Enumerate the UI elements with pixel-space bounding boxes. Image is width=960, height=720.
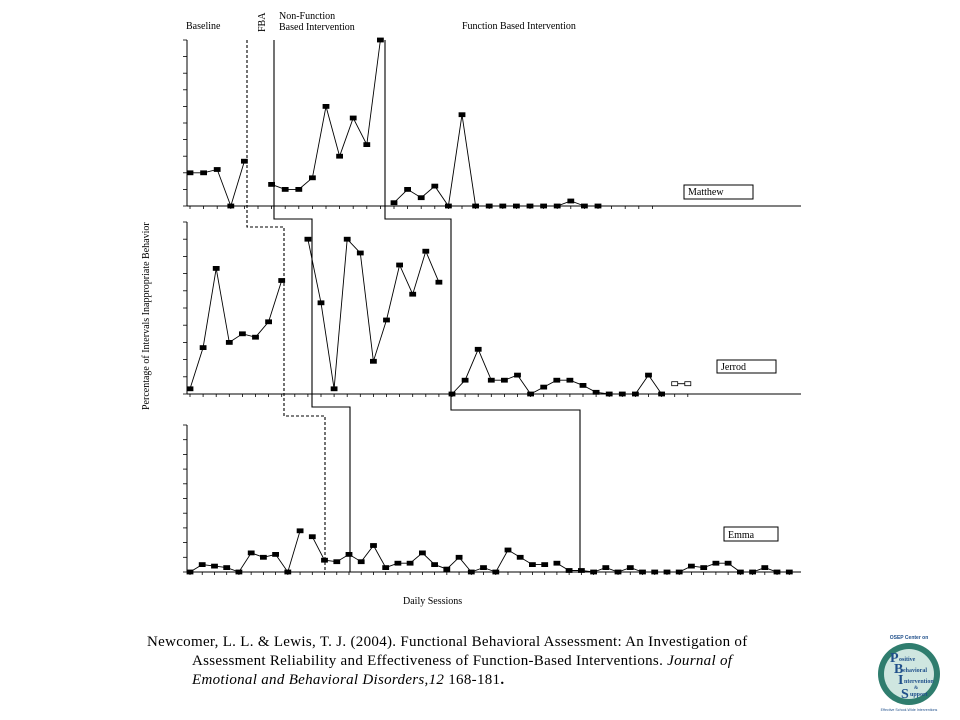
- data-point-matthew: [473, 204, 479, 208]
- data-point-matthew: [527, 204, 533, 208]
- data-point-emma: [468, 570, 474, 574]
- data-point-matthew: [513, 204, 519, 208]
- data-point-jerrod: [646, 373, 652, 377]
- data-point-emma: [725, 561, 731, 565]
- data-point-jerrod: [436, 280, 442, 284]
- data-point-emma: [383, 566, 389, 570]
- data-point-jerrod: [331, 387, 337, 391]
- data-point-emma: [334, 560, 340, 564]
- function-phase-line: [385, 40, 580, 572]
- data-point-matthew: [445, 204, 451, 208]
- phase-label-function: Function Based Intervention: [462, 21, 576, 32]
- data-point-jerrod: [528, 392, 534, 396]
- data-point-emma: [640, 570, 646, 574]
- data-point-matthew: [377, 38, 383, 42]
- data-point-jerrod: [593, 390, 599, 394]
- data-point-emma: [444, 567, 450, 571]
- series-line-jerrod: [452, 349, 662, 394]
- series-line-emma: [190, 531, 300, 572]
- data-point-matthew: [228, 204, 234, 208]
- data-point-matthew: [418, 196, 424, 200]
- data-point-jerrod: [659, 392, 665, 396]
- logo-word-support: upport: [910, 692, 928, 698]
- phase-label-fba: FBA: [257, 12, 268, 32]
- data-point-jerrod: [200, 346, 206, 350]
- data-point-matthew: [241, 159, 247, 163]
- series-line-jerrod: [190, 268, 282, 388]
- data-point-jerrod: [554, 378, 560, 382]
- logo-bottom-text: Effective School-Wide Interventions: [880, 708, 938, 712]
- logo-letter-s: S: [901, 687, 909, 702]
- data-point-emma: [358, 560, 364, 564]
- logo-word-behavioral: ehavioral: [903, 668, 927, 674]
- citation-pages: 168-181: [444, 672, 501, 688]
- data-point-emma: [297, 529, 303, 533]
- data-point-matthew: [201, 171, 207, 175]
- logo-top-text: OSEP Center on: [889, 635, 929, 641]
- data-point-emma: [762, 566, 768, 570]
- citation-end: .: [500, 672, 505, 688]
- citation-line-2-text: Assessment Reliability and Effectiveness of Function-Based Interventions.: [192, 653, 668, 669]
- data-point-matthew: [296, 187, 302, 191]
- data-point-jerrod: [357, 251, 363, 255]
- panel-name-box-emma: [724, 527, 778, 541]
- data-point-emma: [481, 566, 487, 570]
- data-point-emma: [517, 555, 523, 559]
- series-line-matthew: [272, 40, 381, 189]
- data-point-emma: [701, 566, 707, 570]
- logo-word-positive: ositive: [899, 657, 916, 663]
- x-axis-label: Daily Sessions: [403, 596, 463, 607]
- data-point-emma: [664, 570, 670, 574]
- data-point-emma: [554, 561, 560, 565]
- data-point-matthew: [500, 204, 506, 208]
- data-point-jerrod: [384, 318, 390, 322]
- y-axis-label: Percentage of Intervals Inappropriate Behavior: [141, 222, 152, 410]
- data-point-emma: [750, 570, 756, 574]
- data-point-emma: [578, 569, 584, 573]
- citation-line-2: [147, 652, 787, 671]
- data-point-emma: [603, 566, 609, 570]
- data-point-jerrod: [619, 392, 625, 396]
- data-point-matthew: [337, 154, 343, 158]
- phase-label-nonfunction-line1: Non-Function: [279, 11, 336, 22]
- data-point-matthew: [581, 204, 587, 208]
- data-point-matthew: [554, 204, 560, 208]
- data-point-jerrod: [501, 378, 507, 382]
- data-point-jerrod: [187, 387, 193, 391]
- data-point-jerrod: [266, 320, 272, 324]
- panel-name-emma: Emma: [728, 530, 755, 541]
- phase-label-nonfunction-line2: Based Intervention: [279, 22, 355, 33]
- series-line-jerrod: [308, 239, 439, 389]
- data-point-emma: [493, 570, 499, 574]
- data-point-emma: [542, 563, 548, 567]
- data-point-matthew: [350, 116, 356, 120]
- data-point-emma: [591, 570, 597, 574]
- panel-name-box-jerrod: [717, 360, 776, 373]
- data-point-matthew: [432, 184, 438, 188]
- data-point-emma: [615, 570, 621, 574]
- data-point-matthew: [364, 143, 370, 147]
- data-point-jerrod: [397, 263, 403, 267]
- data-point-matthew: [309, 176, 315, 180]
- data-point-emma: [322, 558, 328, 562]
- phase-label-baseline: Baseline: [186, 21, 221, 32]
- data-point-jerrod: [213, 266, 219, 270]
- citation-journal-1: Journal of: [667, 653, 733, 669]
- data-point-jerrod: [632, 392, 638, 396]
- data-point-emma: [187, 570, 193, 574]
- panel-name-jerrod: Jerrod: [721, 362, 746, 373]
- data-point-matthew: [187, 171, 193, 175]
- data-point-emma: [774, 570, 780, 574]
- data-point-jerrod: [672, 382, 678, 386]
- data-point-emma: [260, 555, 266, 559]
- logo-letter-i: I: [898, 673, 904, 688]
- data-point-jerrod: [318, 301, 324, 305]
- data-point-emma: [676, 570, 682, 574]
- data-point-jerrod: [344, 237, 350, 241]
- data-point-jerrod: [567, 378, 573, 382]
- phase-change-lines: [247, 40, 580, 572]
- pbis-logo-icon: [868, 632, 950, 714]
- data-point-matthew: [541, 204, 547, 208]
- data-point-jerrod: [410, 292, 416, 296]
- panel-name-box-matthew: [684, 185, 753, 199]
- data-point-emma: [566, 569, 572, 573]
- data-point-jerrod: [449, 392, 455, 396]
- logo-letter-b: B: [894, 662, 904, 677]
- data-point-emma: [346, 552, 352, 556]
- citation-journal-2: Emotional and Behavioral Disorders,12: [192, 672, 445, 688]
- data-point-matthew: [282, 187, 288, 191]
- data-point-emma: [407, 561, 413, 565]
- data-point-emma: [737, 570, 743, 574]
- data-point-emma: [371, 544, 377, 548]
- data-point-emma: [212, 564, 218, 568]
- data-point-emma: [456, 555, 462, 559]
- data-point-emma: [395, 561, 401, 565]
- data-point-jerrod: [423, 249, 429, 253]
- data-point-jerrod: [606, 392, 612, 396]
- panel-name-matthew: Matthew: [688, 187, 724, 198]
- data-point-matthew: [595, 204, 601, 208]
- data-point-jerrod: [541, 385, 547, 389]
- logo-ampersand: &: [914, 686, 919, 691]
- data-point-emma: [236, 570, 242, 574]
- citation: [147, 633, 787, 690]
- data-point-jerrod: [580, 383, 586, 387]
- data-point-matthew: [459, 113, 465, 117]
- logo-word-intervention: ntervention: [904, 679, 934, 685]
- data-point-emma: [786, 570, 792, 574]
- data-point-emma: [505, 548, 511, 552]
- data-point-emma: [224, 566, 230, 570]
- logo-letter-p: P: [890, 651, 899, 666]
- series-line-matthew: [394, 115, 584, 206]
- data-point-emma: [713, 561, 719, 565]
- data-point-matthew: [391, 201, 397, 205]
- citation-line-1: Newcomer, L. L. & Lewis, T. J. (2004). Functional Behavioral Assessment: An Investigation of: [147, 634, 748, 650]
- fba-dashed-phase-line: [247, 40, 325, 572]
- data-point-jerrod: [279, 279, 285, 283]
- data-point-emma: [199, 563, 205, 567]
- data-point-jerrod: [305, 237, 311, 241]
- nonfunction-phase-line: [274, 40, 350, 572]
- data-point-emma: [652, 570, 658, 574]
- data-point-matthew: [214, 168, 220, 172]
- data-point-emma: [248, 551, 254, 555]
- data-point-jerrod: [685, 382, 691, 386]
- data-point-jerrod: [475, 347, 481, 351]
- data-point-emma: [627, 566, 633, 570]
- data-point-emma: [309, 535, 315, 539]
- data-point-jerrod: [515, 373, 521, 377]
- data-point-matthew: [568, 199, 574, 203]
- data-point-emma: [688, 564, 694, 568]
- citation-line-3: [147, 671, 787, 690]
- data-point-emma: [273, 552, 279, 556]
- data-point-jerrod: [488, 378, 494, 382]
- data-point-matthew: [323, 104, 329, 108]
- data-point-jerrod: [239, 332, 245, 336]
- data-point-emma: [529, 563, 535, 567]
- data-point-jerrod: [370, 359, 376, 363]
- chart-marks: [183, 38, 801, 575]
- data-point-jerrod: [462, 378, 468, 382]
- data-point-matthew: [405, 187, 411, 191]
- data-point-jerrod: [226, 340, 232, 344]
- data-point-emma: [432, 563, 438, 567]
- data-point-emma: [285, 570, 291, 574]
- data-point-emma: [419, 551, 425, 555]
- data-point-matthew: [486, 204, 492, 208]
- data-point-jerrod: [253, 335, 259, 339]
- data-point-matthew: [269, 182, 275, 186]
